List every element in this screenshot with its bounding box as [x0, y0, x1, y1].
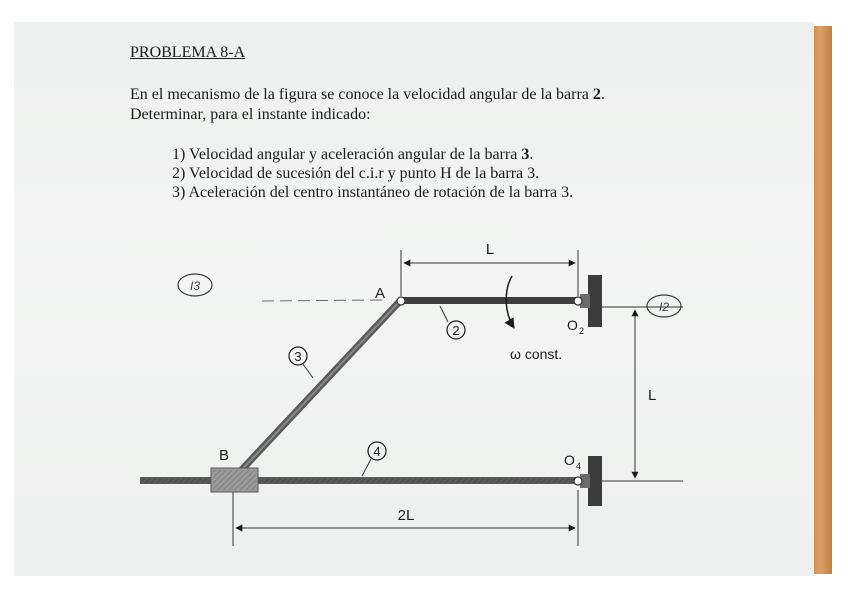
pin-a	[397, 297, 405, 305]
point-label-b: B	[219, 447, 230, 464]
question-item-2: 2) Velocidad de sucesión del c.i.r y punto H de la barra 3.	[172, 165, 540, 182]
bar-4-texture	[140, 478, 580, 483]
bar-2-label: 2	[452, 323, 460, 338]
pin-o2	[574, 297, 582, 305]
omega-label: ω const.	[510, 346, 563, 362]
question-item-1: 1) Velocidad angular y aceleración angular de la barra 3.	[172, 146, 534, 163]
bar-2	[402, 297, 578, 304]
wall-support-o2	[580, 275, 602, 327]
dimension-right-L	[602, 307, 683, 481]
question-item-3: 3) Aceleración del centro instantáneo de rotación de la barra 3.	[172, 184, 574, 201]
bar-4-leader	[362, 459, 371, 476]
point-label-o4: O	[564, 452, 575, 468]
bar-2-leader	[440, 306, 448, 322]
problem-title: PROBLEMA 8-A	[130, 44, 246, 61]
statement-line-1: En el mecanismo de la figura se conoce la velocidad angular de la barra 2.	[130, 86, 605, 103]
bar-3-leader	[303, 364, 313, 378]
point-label-o2: O	[567, 317, 578, 333]
dimension-bottom-label: 2L	[397, 507, 415, 524]
bar-4-label: 4	[373, 444, 381, 459]
handwritten-right-label: I2	[658, 300, 670, 314]
point-label-a: A	[375, 285, 386, 302]
statement-line-2: Determinar, para el instante indicado:	[130, 106, 371, 123]
dashed-guide-line	[262, 300, 382, 301]
point-label-o2-subscript: 2	[579, 326, 585, 336]
slider-block-texture	[213, 470, 256, 490]
wall-support-o4	[580, 456, 602, 506]
bar-3-label: 3	[294, 349, 302, 364]
dimension-right-label: L	[648, 387, 657, 404]
handwritten-left-label: I3	[189, 279, 201, 293]
point-label-o4-subscript: 4	[576, 461, 582, 471]
pin-o4	[574, 477, 582, 485]
dimension-top-label: L	[485, 241, 495, 258]
